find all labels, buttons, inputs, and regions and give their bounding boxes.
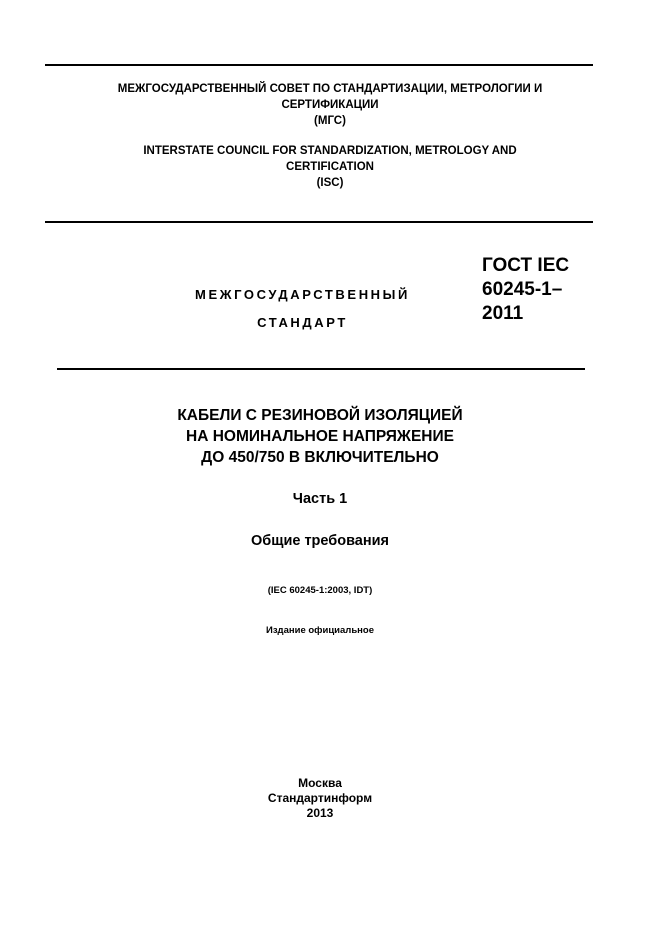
council-en-line-3: (ISC) [316, 177, 344, 189]
designation-line-3: 2011 [482, 303, 524, 324]
title-line-2: НА НОМИНАЛЬНОЕ НАПРЯЖЕНИЕ [186, 428, 454, 445]
title-line-1: КАБЕЛИ С РЕЗИНОВОЙ ИЗОЛЯЦИЕЙ [177, 407, 463, 424]
publisher-name: Стандартинформ [267, 791, 373, 805]
council-ru-line-3: (МГС) [314, 115, 346, 127]
council-name-ru [40, 81, 620, 129]
publisher-year: 2013 [306, 806, 334, 820]
council-en-line-2: CERTIFICATION [286, 161, 374, 173]
standard-type-line-1: МЕЖГОСУДАРСТВЕННЫЙ [195, 287, 410, 302]
designation-line-2: 60245-1– [482, 279, 563, 300]
council-bottom-rule [45, 221, 593, 223]
top-rule [45, 64, 593, 66]
publisher-block [200, 776, 440, 821]
council-ru-line-1: МЕЖГОСУДАРСТВЕННЫЙ СОВЕТ ПО СТАНДАРТИЗАЦИИ, МЕТРОЛОГИИ И [117, 83, 543, 95]
edition-note: Издание официальное [266, 625, 374, 636]
document-title [100, 405, 540, 468]
standard-designation [482, 254, 569, 326]
council-en-line-1: INTERSTATE COUNCIL FOR STANDARDIZATION, METROLOGY AND [143, 145, 517, 157]
council-ru-line-2: СЕРТИФИКАЦИИ [281, 99, 379, 111]
header-bottom-rule [57, 368, 585, 370]
document-subtitle: Общие требования [250, 533, 390, 549]
part-number: Часть 1 [292, 491, 348, 507]
title-line-3: ДО 450/750 В ВКЛЮЧИТЕЛЬНО [201, 449, 439, 466]
designation-line-1: ГОСТ IEC [482, 255, 570, 276]
council-name-en [40, 143, 620, 191]
publisher-city: Москва [298, 776, 342, 790]
iec-reference: (IEC 60245-1:2003, IDT) [267, 585, 373, 596]
standard-type-line-2: СТАНДАРТ [257, 315, 348, 330]
